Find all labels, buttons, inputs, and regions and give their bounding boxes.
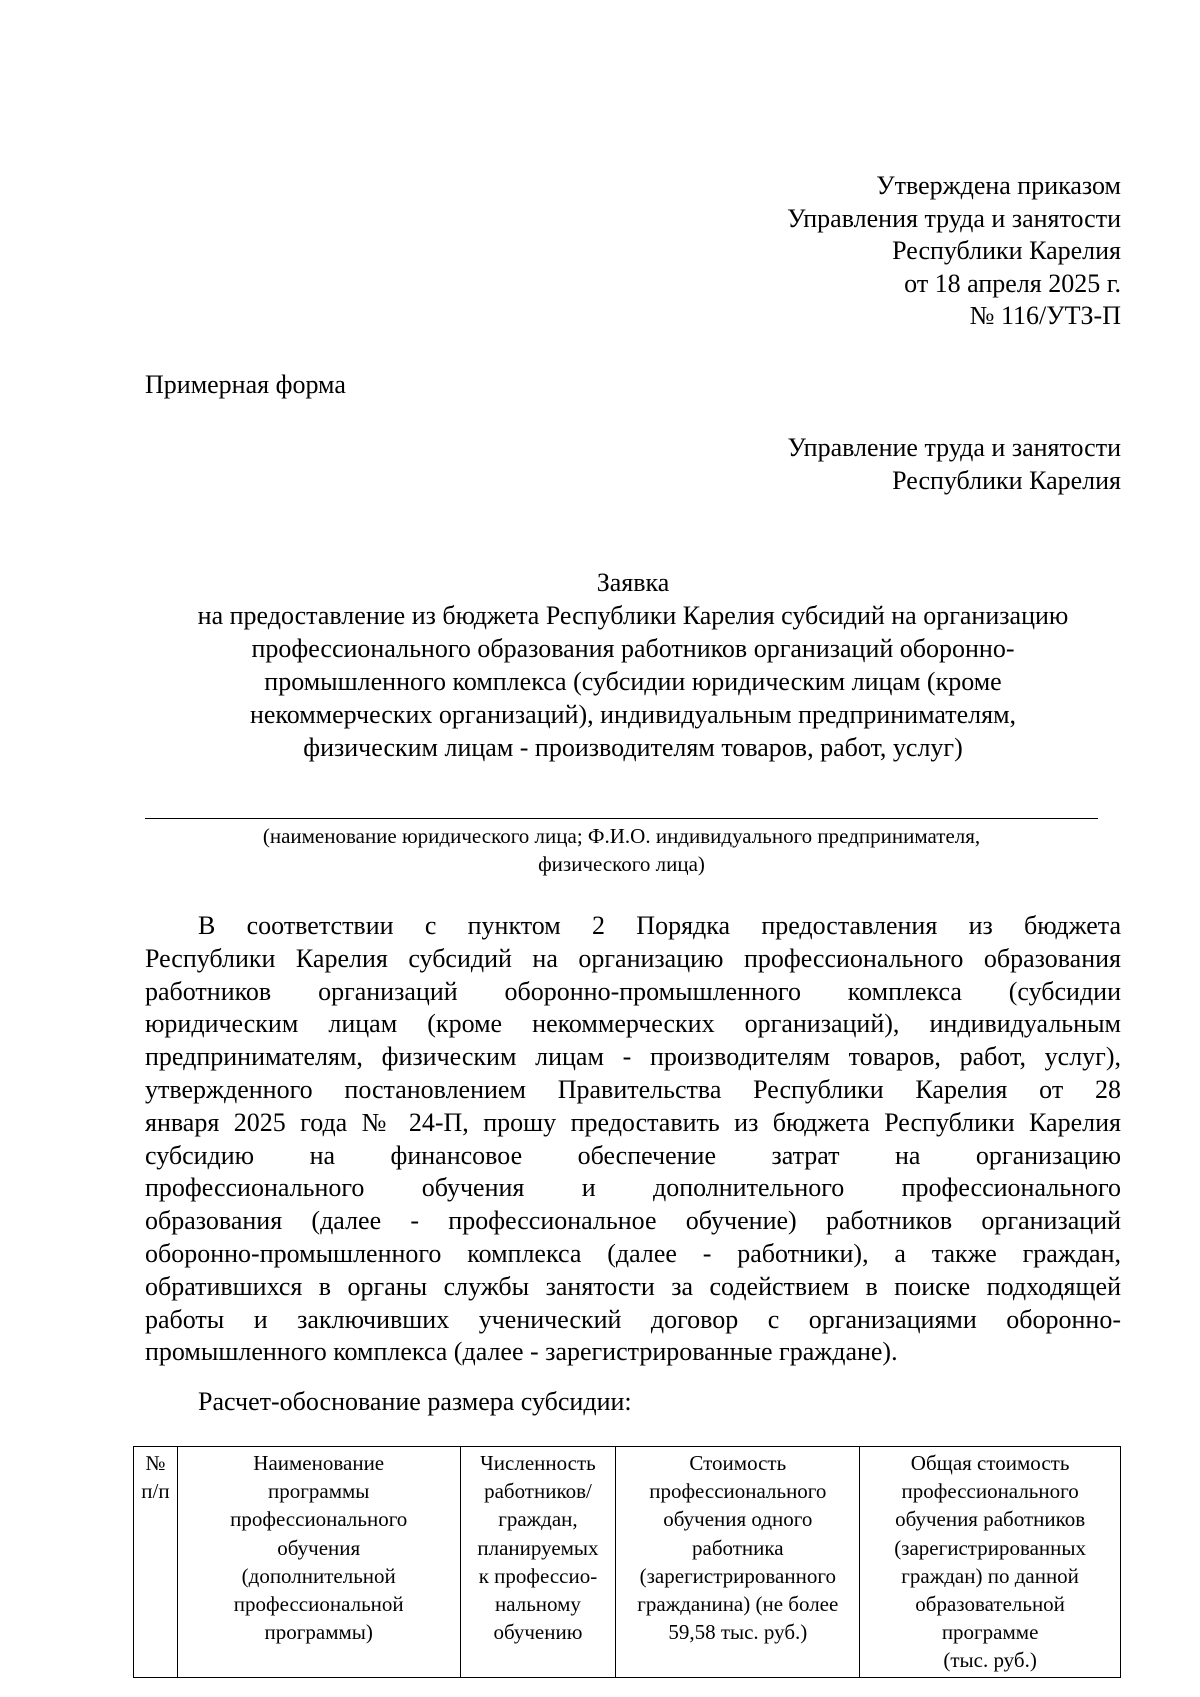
addressee-line: Управление труда и занятости <box>787 433 1121 462</box>
header-headcount <box>460 1447 616 1678</box>
header-line: граждан, <box>498 1507 578 1532</box>
paragraph-line: субсидию на финансовое обеспечение затрат на организацию <box>145 1140 1121 1170</box>
header-line: п/п <box>141 1479 170 1504</box>
applicant-name-line[interactable] <box>145 818 1098 819</box>
header-line: программы) <box>264 1620 373 1645</box>
hint-line: физического лица) <box>538 852 705 876</box>
document-title <box>145 566 1121 764</box>
header-line: программы <box>268 1479 370 1504</box>
form-type-label: Примерная форма <box>145 370 346 399</box>
paragraph-line: промышленного комплекса (далее - зарегистрированные граждане). <box>145 1337 898 1367</box>
paragraph-line: января 2025 года № 24-П, прошу предоставить из бюджета Республики Карелия <box>145 1107 1121 1137</box>
table-header-row <box>134 1447 1121 1678</box>
header-line: № <box>145 1451 166 1475</box>
header-line: планируемых <box>477 1535 599 1560</box>
request-paragraph <box>145 910 1121 1369</box>
applicant-name-hint <box>145 822 1098 878</box>
addressee <box>521 432 1121 497</box>
header-number <box>134 1447 178 1678</box>
header-line: (дополнительной <box>241 1563 396 1588</box>
addressee-line: Республики Карелия <box>892 465 1121 495</box>
subsidy-calculation-table <box>133 1446 1121 1678</box>
header-line: работников/ <box>484 1479 592 1504</box>
header-line: обучения одного <box>663 1507 813 1532</box>
paragraph-line: обратившихся в органы службы занятости за содействием в поиске подходящей <box>145 1271 1121 1301</box>
approval-stamp <box>521 170 1121 333</box>
header-line: образовательной <box>915 1592 1065 1617</box>
title-line: некоммерческих организаций), индивидуальным предпринимателям, <box>249 700 1017 729</box>
paragraph-line: предпринимателям, физическим лицам - производителям товаров, работ, услуг), <box>145 1042 1121 1072</box>
calculation-heading: Расчет-обоснование размера субсидии: <box>198 1387 632 1416</box>
approval-number: № 116/УТЗ-П <box>969 301 1121 330</box>
approval-line: Республики Карелия <box>892 236 1121 265</box>
header-line: (тыс. руб.) <box>943 1648 1037 1673</box>
header-program-name <box>177 1447 460 1678</box>
header-line: гражданина) (не более <box>637 1592 839 1617</box>
paragraph-line: образования (далее - профессиональное обучение) работников организаций <box>145 1206 1121 1236</box>
header-line: обучению <box>493 1620 583 1645</box>
header-cost-per-worker <box>616 1447 860 1678</box>
header-line: Общая стоимость <box>910 1451 1070 1475</box>
approval-line: Управления труда и занятости <box>787 203 1121 233</box>
paragraph-line: работников организаций оборонно-промышленного комплекса (субсидии <box>145 976 1121 1006</box>
header-line: к профессио- <box>478 1563 598 1588</box>
title-line: на предоставление из бюджета Республики Карелия субсидий на организацию <box>197 601 1069 630</box>
paragraph-line: юридическим лицам (кроме некоммерческих организаций), индивидуальным <box>145 1009 1121 1039</box>
header-line: профессиональной <box>233 1592 404 1617</box>
title-heading: Заявка <box>596 568 670 597</box>
header-line: профессионального <box>230 1507 408 1532</box>
header-line: (зарегистрированного <box>639 1563 836 1588</box>
header-line: Стоимость <box>689 1451 787 1475</box>
header-line: работника <box>692 1535 784 1560</box>
header-line: нальному <box>494 1592 581 1617</box>
approval-line: Утверждена приказом <box>876 171 1121 200</box>
paragraph-line: работы и заключивших ученический договор с организациями оборонно- <box>145 1304 1121 1334</box>
paragraph-line: профессионального обучения и дополнительного профессионального <box>145 1173 1121 1203</box>
header-line: Численность <box>480 1451 596 1475</box>
approval-date: от 18 апреля 2025 г. <box>904 268 1121 298</box>
header-total-cost <box>860 1447 1121 1678</box>
header-line: программе <box>941 1620 1039 1645</box>
paragraph-line: В соответствии с пунктом 2 Порядка предоставления из бюджета <box>198 911 1121 940</box>
header-line: 59,58 тыс. руб.) <box>668 1620 808 1645</box>
header-line: Наименование <box>253 1451 385 1475</box>
header-line: граждан) по данной <box>901 1563 1079 1588</box>
header-line: обучения работников <box>895 1507 1086 1532</box>
title-line: физическим лицам - производителям товаров, работ, услуг) <box>303 733 963 762</box>
hint-line: (наименование юридического лица; Ф.И.О. индивидуального предпринимателя, <box>262 824 981 848</box>
paragraph-line: утвержденного постановлением Правительства Республики Карелия от 28 <box>145 1074 1121 1104</box>
paragraph-line: Республики Карелия субсидий на организацию профессионального образования <box>145 943 1121 973</box>
header-line: профессионального <box>649 1479 827 1504</box>
header-line: обучения <box>277 1535 361 1560</box>
title-line: промышленного комплекса (субсидии юридическим лицам (кроме <box>264 667 1002 696</box>
header-line: профессионального <box>901 1479 1079 1504</box>
paragraph-line: оборонно-промышленного комплекса (далее - работники), а также граждан, <box>145 1238 1121 1268</box>
header-line: (зарегистрированных <box>894 1535 1087 1560</box>
title-line: профессионального образования работников организаций оборонно- <box>251 634 1015 663</box>
